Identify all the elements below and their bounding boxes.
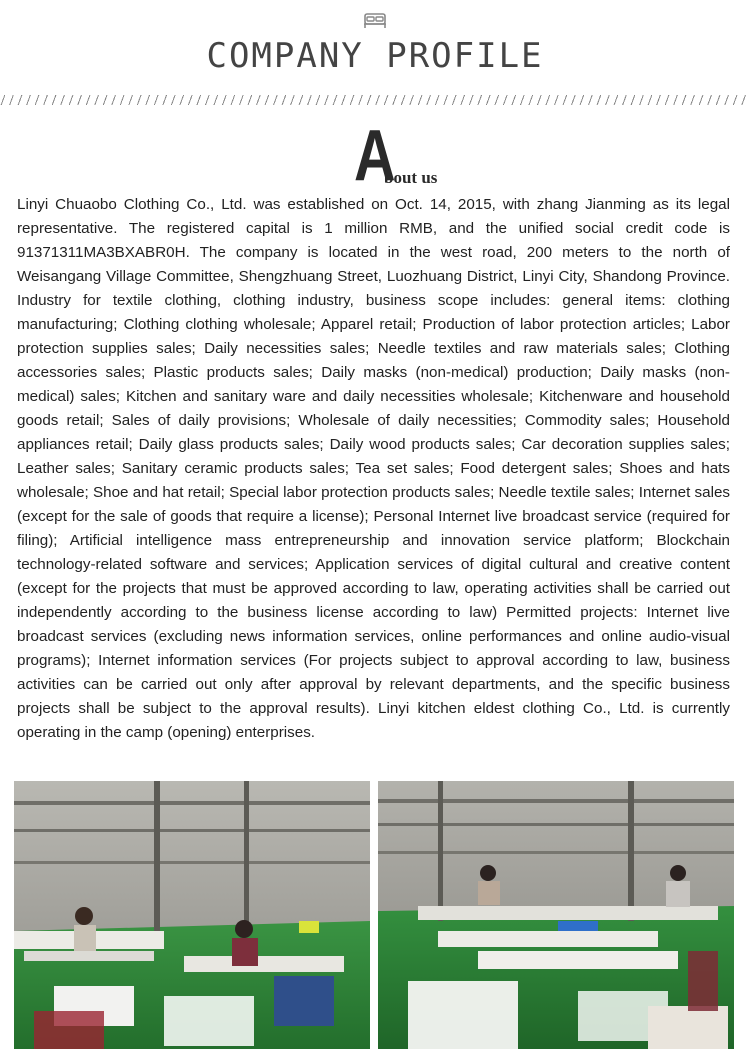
factory-sewing-floor-photo-left [14,781,370,1049]
about-heading [354,116,464,196]
page-title: COMPANY PROFILE [206,36,544,76]
factory-sewing-floor-photo-right [378,781,734,1049]
about-initial-letter: A [354,116,394,196]
bed-icon [363,12,387,30]
company-description: Linyi Chuaobo Clothing Co., Ltd. was established on Oct. 14, 2015, with zhang Jianming as its legal representative. The registered capital is 1 million RMB, and the unified social credit code is 91371311MA3BXABR0H. The company is located in the west road, 200 meters to the north of Weisangang Village Committee, Shengzhuang Street, Luozhuang District, Linyi City, Shandong Province. Industry for textile clothing, clothing industry, business scope includes: general items: clothing manufacturing; Clothing clothing wholesale; Apparel retail; Production of labor protection articles; Labor protection supplies sales; Daily necessities sales; Needle textiles and raw materials sales; Clothing accessories sales; Plastic products sales; Daily masks (non-medical) production; Daily masks (non-medical) sales; Kitchen and sanitary ware and daily necessities wholesale; Kitchenware and household goods retail; Sales of daily provisions; Wholesale of daily necessities; Commodity sales; Household appliances retail; Daily glass products sales; Daily wood products sales; Car decoration supplies sales; Leather sales; Sanitary ceramic products sales; Tea set sales; Food detergent sales; Shoes and hats wholesale; Shoe and hat retail; Special labor protection products sales; Needle textile sales; Internet sales (except for the sale of goods that require a license); Personal Internet live broadcast service (required for filing); Artificial intelligence mass entrepreneurship and innovation service platform; Blockchain technology-related software and services; Application services of digital cultural and creative content (except for the projects that must be approved according to law, operating activities shall be carried out independently according to the business license according to law) Permitted projects: Internet live broadcast services (excluding news information services, online performances and online audio-visual programs); Internet information services (For projects subject to approval according to law, business activities can be carried out only after approval by relevant departments, and the specific business projects shall be subject to the approval results). Linyi kitchen eldest clothing Co., Ltd. is currently operating in the camp (opening) enterprises. [17,196,730,741]
hatched-divider [0,95,750,105]
about-heading-rest: bout us [384,168,438,187]
